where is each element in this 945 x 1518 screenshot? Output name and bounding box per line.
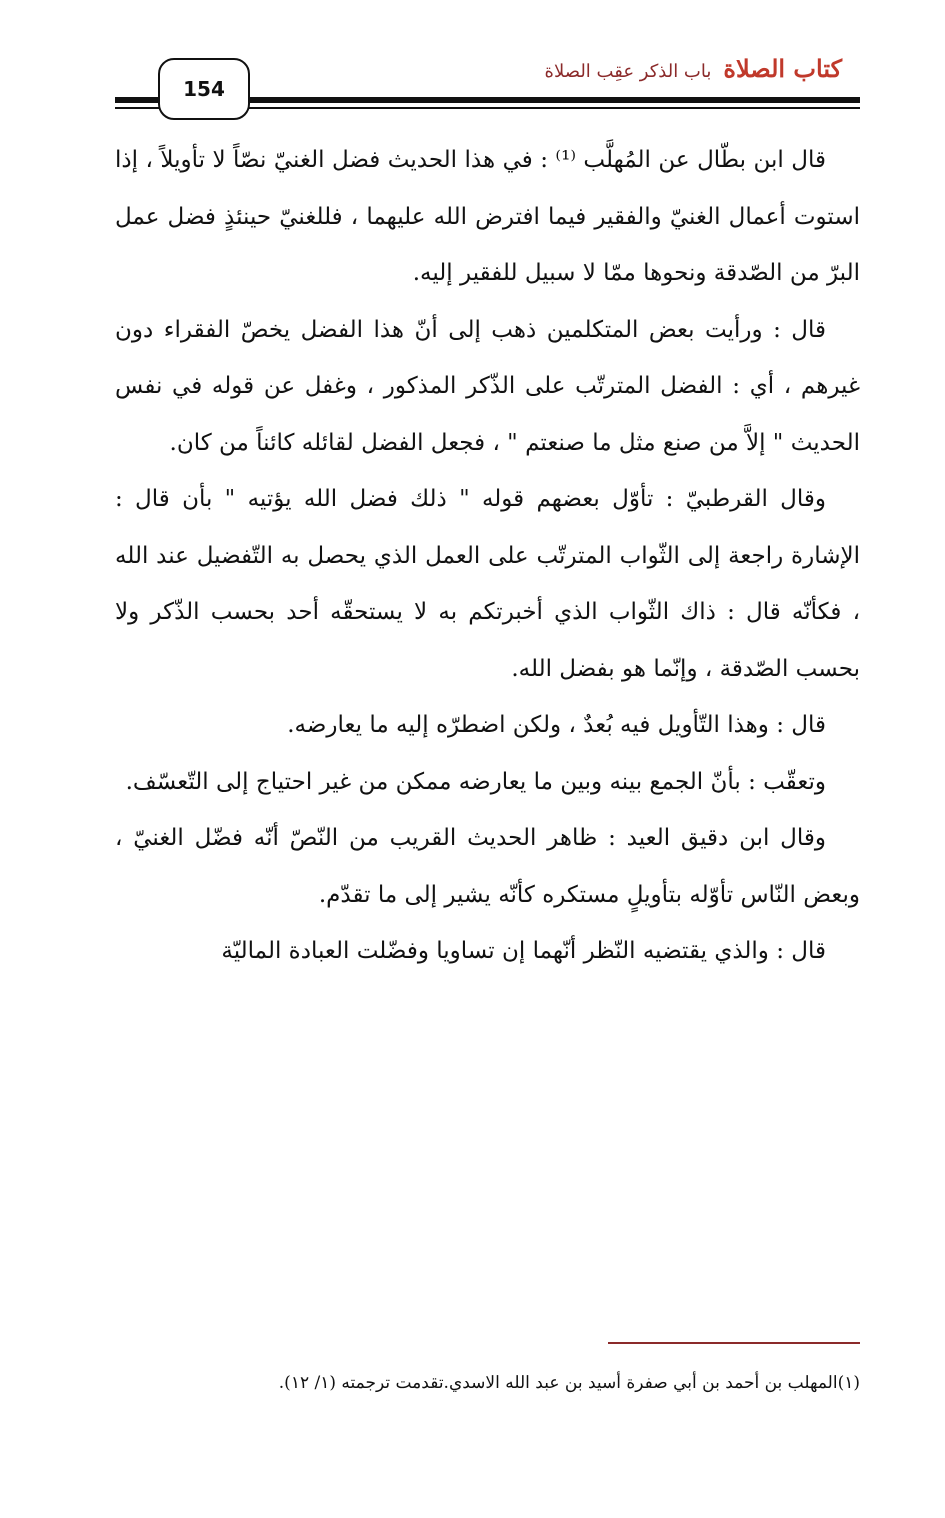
paragraph: قال ابن بطّال عن المُهلَّب ⁽¹⁾ : في هذا الحديث فضل الغنيّ نصّاً لا تأويلاً ، إذا استوت أعمال الغنيّ والفقير فيما افترض الله عليهما ، فللغنيّ حينئذٍ فضل عمل البرّ من الصّدقة ونحوها ممّا لا سبيل للفقير إليه. [115, 147, 860, 286]
paragraph: قال : ورأيت بعض المتكلمين ذهب إلى أنّ هذا الفضل يخصّ الفقراء دون غيرهم ، أي : الفضل المترتّب على الذّكر المذكور ، وغفل عن قوله في نفس الحديث " إلاَّ من صنع مثل ما صنعتم " ، فجعل الفضل لقائله كائناً من كان. [115, 316, 860, 456]
chapter-title: باب الذكر عقِب الصلاة [544, 61, 712, 82]
paragraph: قال : وهذا التّأويل فيه بُعدٌ ، ولكن اضطرّه إليه ما يعارضه. [287, 712, 826, 738]
paragraph: قال : والذي يقتضيه النّظر أنّهما إن تساويا وفضّلت العبادة الماليّة [221, 938, 826, 964]
page-header [0, 0, 945, 130]
book-title: كتاب الصلاة [723, 54, 842, 83]
page-number-box [158, 58, 250, 120]
paragraph: وقال القرطبيّ : تأوّل بعضهم قوله " ذلك فضل الله يؤتيه " بأن قال : الإشارة راجعة إلى الثّواب المترتّب على العمل الذي يحصل به التّفضيل عند الله ، فكأنّه قال : ذاك الثّواب الذي أخبرتكم به لا يستحقّه أحد بحسب الذّكر ولا بحسب الصّدقة ، وإنّما هو بفضل الله. [115, 486, 860, 682]
footnote-separator [608, 1342, 860, 1344]
page-number: 154 [183, 77, 225, 101]
paragraph: وقال ابن دقيق العيد : ظاهر الحديث القريب من النّصّ أنّه فضّل الغنيّ ، وبعض النّاس تأوّله بتأويلٍ مستكره كأنّه يشير إلى ما تقدّم. [115, 825, 860, 908]
footnote: (١)المهلب بن أحمد بن أبي صفرة أسيد بن عبد الله الاسدي.تقدمت ترجمته (١/ ١٢). [278, 1373, 860, 1393]
main-text [115, 132, 860, 980]
running-head [545, 54, 842, 83]
paragraph: وتعقّب : بأنّ الجمع بينه وبين ما يعارضه ممكن من غير احتياج إلى التّعسّف. [125, 768, 826, 795]
